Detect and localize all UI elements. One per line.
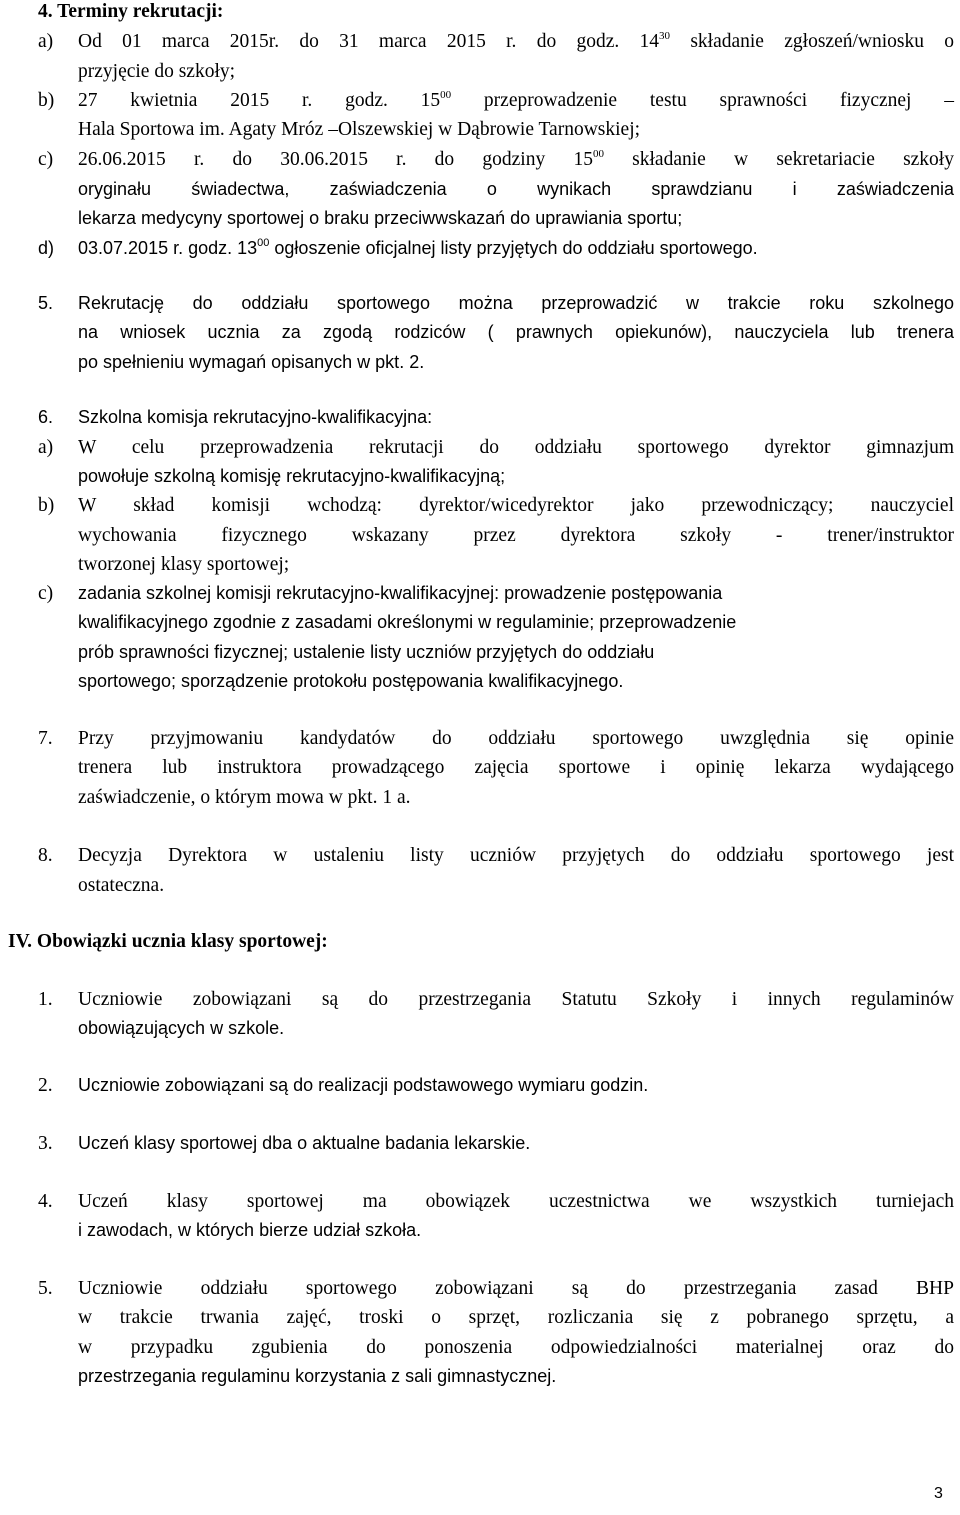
section-4-c-line-1: 26.06.2015 r. do 30.06.2015 r. do godziny $15^{00}$ składanie w sekretariacie szkoły [78,148,954,170]
duty-5-line-2: w trakcie trwania zajęć, troski o sprzęt, rozliczania się z pobranego sprzętu, a [78,1307,954,1328]
duty-5-line-1: Uczniowie oddziału sportowego zobowiązani są do przestrzegania zasad BHP [78,1278,954,1299]
list-number: 2. [38,1075,53,1096]
section-5-line-1: Rekrutację do oddziału sportowego można przeprowadzić w trakcie roku szkolnego [78,293,954,313]
section-6-c-line-3: prób sprawności fizycznej; ustalenie listy uczniów przyjętych do oddziału [78,642,655,662]
section-4-c-line-2: oryginału świadectwa, zaświadczenia o wynikach sprawdzianu i zaświadczenia [78,179,954,199]
section-6-title: Szkolna komisja rekrutacyjno-kwalifikacyjna: [78,407,433,427]
section-number: 5. [38,293,54,313]
section-4-b-line-1: 27 kwietnia 2015 r. godz. $15^{00}$ przeprowadzenie testu sprawności fizycznej – [78,89,954,111]
list-number: 1. [38,989,53,1010]
section-5-line-3: po spełnieniu wymagań opisanych w pkt. 2. [78,352,425,372]
section-6-b-line-3: tworzonej klasy sportowej; [78,554,290,575]
duty-2-line-1: Uczniowie zobowiązani są do realizacji podstawowego wymiaru godzin. [78,1075,649,1095]
duty-3-line-1: Uczeń klasy sportowej dba o aktualne badania lekarskie. [78,1133,531,1153]
list-label: a) [38,437,54,458]
list-number: 4. [38,1191,53,1212]
duty-5-line-4: przestrzegania regulaminu korzystania z sali gimnastycznej. [78,1366,557,1386]
duty-1-line-2: obowiązujących w szkole. [78,1018,285,1038]
list-label: c) [38,583,54,604]
section-4-heading: 4. Terminy rekrutacji: [38,1,224,22]
chapter-iv-heading: IV. Obowiązki ucznia klasy sportowej: [8,931,328,952]
list-label: b) [38,90,55,111]
section-6-c-line-1: zadania szkolnej komisji rekrutacyjno-kwalifikacyjnej: prowadzenie postępowania [78,583,723,603]
section-6-a-line-2: powołuje szkolną komisję rekrutacyjno-kwalifikacyjną; [78,466,506,486]
section-7-line-1: Przy przyjmowaniu kandydatów do oddziału sportowego uwzględnia się opinie [78,728,954,749]
duty-4-line-2: i zawodach, w których bierze udział szkoła. [78,1220,422,1240]
duty-1-line-1: Uczniowie zobowiązani są do przestrzegania Statutu Szkoły i innych regulaminów [78,989,954,1010]
section-number: 7. [38,728,53,749]
section-7-line-3: zaświadczenie, o którym mowa w pkt. 1 a. [78,787,411,808]
section-5-line-2: na wniosek ucznia za zgodą rodziców ( prawnych opiekunów), nauczyciela lub trenera [78,322,954,342]
duty-4-line-1: Uczeń klasy sportowej ma obowiązek uczestnictwa we wszystkich turniejach [78,1191,954,1212]
section-8-line-1: Decyzja Dyrektora w ustaleniu listy uczniów przyjętych do oddziału sportowego jest [78,845,954,866]
section-6-c-line-4: sportowego; sporządzenie protokołu postępowania kwalifikacyjnego. [78,671,624,691]
section-4-d-line-1: 03.07.2015 r. godz. $13^{00}$ ogłoszenie oficjalnej listy przyjętych do oddziału sportowego. [78,237,758,258]
section-number: 8. [38,845,53,866]
section-6-b-line-1: W skład komisji wchodzą: dyrektor/wicedyrektor jako przewodniczący; nauczyciel [78,495,954,516]
section-8-line-2: ostateczna. [78,875,165,896]
page-number: 3 [934,1485,943,1502]
section-6-c-line-2: kwalifikacyjnego zgodnie z zasadami określonymi w regulaminie; przeprowadzenie [78,612,737,632]
section-4-a-line-1: Od 01 marca 2015r. do 31 marca 2015 r. do godz. $14^{30}$ składanie zgłoszeń/wniosku o [78,30,955,52]
list-label: b) [38,495,55,516]
list-label: c) [38,149,54,170]
section-number: 6. [38,407,54,427]
section-4-a-line-2: przyjęcie do szkoły; [78,61,236,82]
list-label: d) [38,238,55,258]
list-number: 5. [38,1278,53,1299]
list-label: a) [38,31,54,52]
section-6-b-line-2: wychowania fizycznego wskazany przez dyrektora szkoły - trener/instruktor [78,525,954,546]
duty-5-line-3: w przypadku zgubienia do ponoszenia odpowiedzialności materialnej oraz do [78,1337,954,1358]
section-4-b-line-2: Hala Sportowa im. Agaty Mróz –Olszewskiej w Dąbrowie Tarnowskiej; [78,119,641,140]
list-number: 3. [38,1133,53,1154]
section-4-c-line-3: lekarza medycyny sportowej o braku przeciwwskazań do uprawiania sportu; [78,208,683,228]
section-6-a-line-1: W celu przeprowadzenia rekrutacji do oddziału sportowego dyrektor gimnazjum [78,437,954,458]
section-7-line-2: trenera lub instruktora prowadzącego zajęcia sportowe i opinię lekarza wydającego [78,757,954,778]
